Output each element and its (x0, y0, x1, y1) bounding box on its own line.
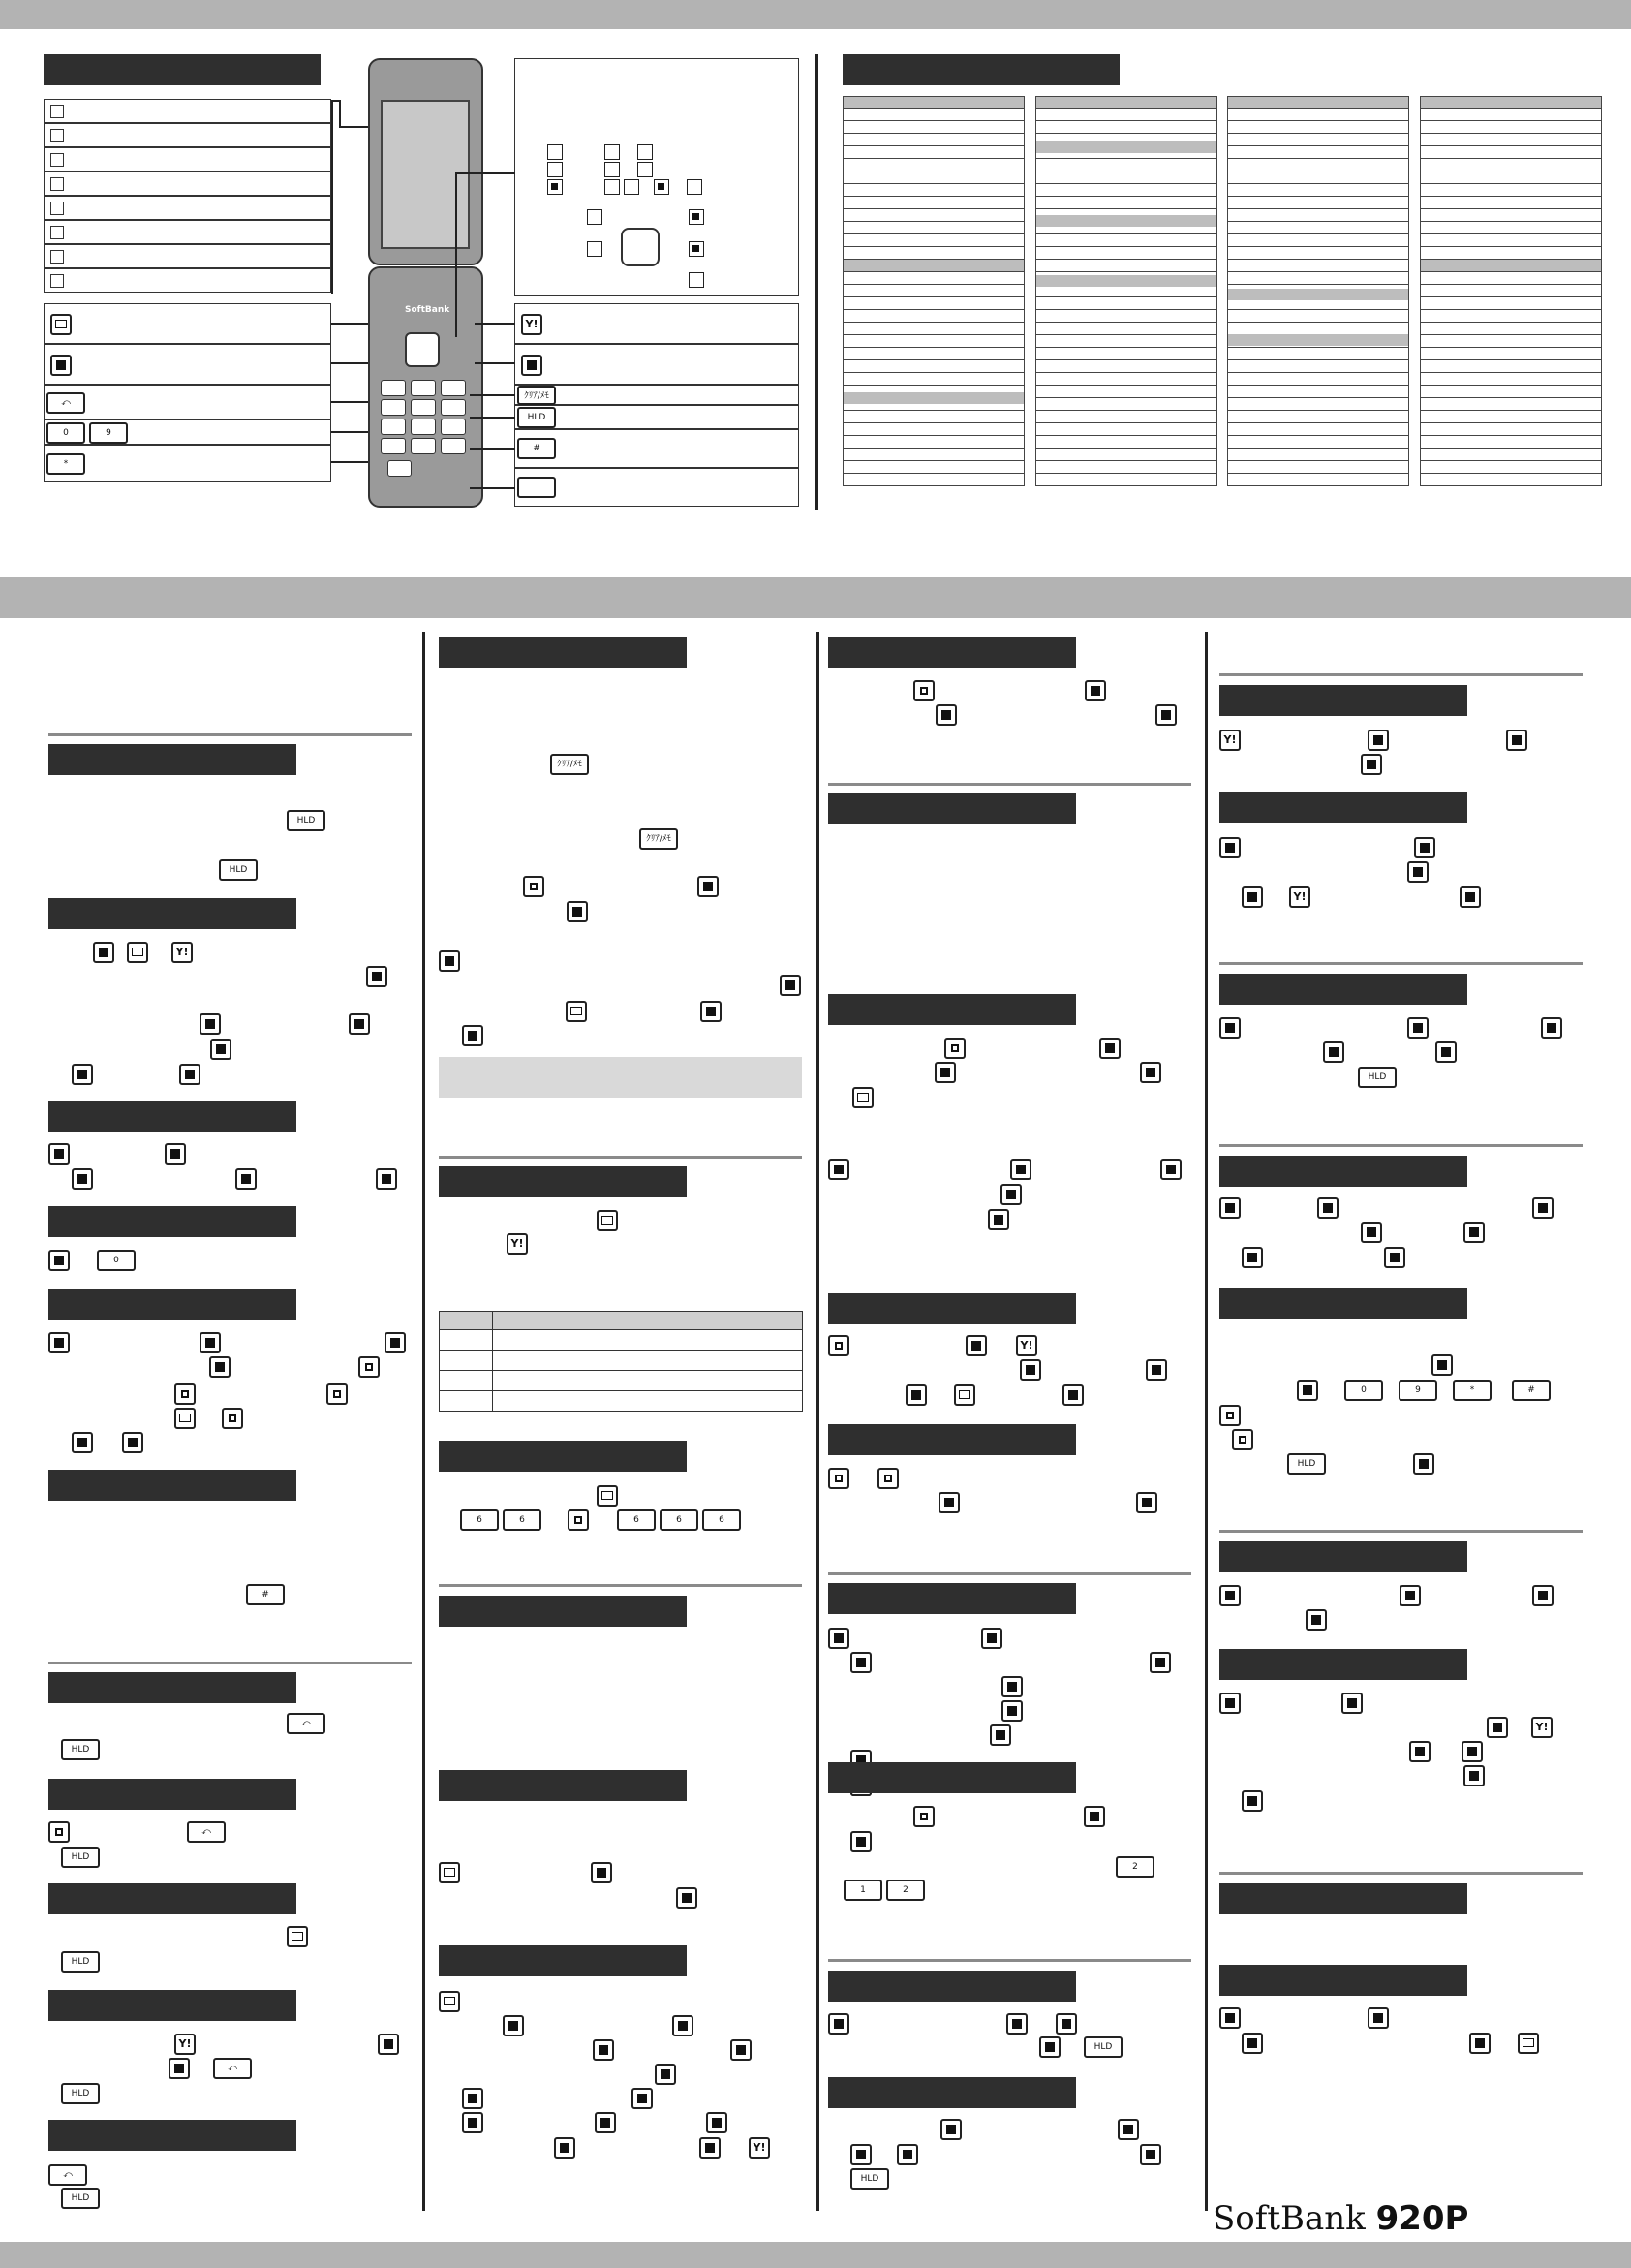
c4-header-8 (1219, 1883, 1467, 1914)
c1-header-3 (48, 1101, 296, 1132)
section-header-menu (843, 54, 1120, 85)
c1-header-2 (48, 898, 296, 929)
key-box-hash: # (514, 429, 799, 468)
c3-header-6 (828, 1583, 1076, 1614)
message-icon (50, 177, 64, 191)
clock-icon (50, 250, 64, 264)
c3-header-9 (828, 2077, 1076, 2108)
c4-header-7 (1219, 1649, 1467, 1680)
c4-header-3 (1219, 974, 1467, 1005)
key-box-side (514, 468, 799, 507)
mail-icon (50, 153, 64, 167)
c1-header-5 (48, 1289, 296, 1320)
c1-header-1 (48, 744, 296, 775)
brand-logo (1213, 2199, 1468, 2238)
c3-header-2 (828, 793, 1076, 824)
phone-logo: SoftBank (405, 305, 450, 315)
signal-icon (50, 105, 64, 118)
key-box-mail (44, 303, 331, 344)
c4-header-4 (1219, 1156, 1467, 1187)
alarm-icon (50, 274, 64, 288)
key-box-clear: ｸﾘｱ/ﾒﾓ (514, 385, 799, 405)
top-band (0, 0, 1631, 29)
c1-header-9 (48, 1883, 296, 1914)
c2-header-4 (439, 1596, 687, 1627)
c4-header-9 (1219, 1965, 1467, 1996)
c2-header-2 (439, 1166, 687, 1197)
nav-key-diagram (514, 58, 799, 296)
c3-header-5 (828, 1424, 1076, 1455)
c1-header-6 (48, 1470, 296, 1501)
key-box-camera (514, 344, 799, 385)
section-header-indicators (44, 54, 321, 85)
middle-band (0, 577, 1631, 618)
packet-icon (50, 129, 64, 142)
menu-column-4 (1420, 96, 1602, 486)
key-box-numeric: 0 9 (44, 419, 331, 445)
c1-header-7 (48, 1672, 296, 1703)
c4-header-5 (1219, 1288, 1467, 1319)
c3-header-3 (828, 994, 1076, 1025)
c2-header-5 (439, 1770, 687, 1801)
c2-header-1 (439, 637, 687, 668)
key-box-yahoo: Y! (514, 303, 799, 344)
c4-header-2 (1219, 792, 1467, 823)
c1-header-11 (48, 2120, 296, 2151)
c4-header-1 (1219, 685, 1467, 716)
top-divider (816, 54, 818, 510)
model-number: 920P (1375, 2199, 1469, 2238)
c3-header-1 (828, 637, 1076, 668)
key-box-star: * (44, 445, 331, 482)
c2-header-3 (439, 1441, 687, 1472)
menu-column-2 (1035, 96, 1217, 486)
c2-grey-note (439, 1057, 802, 1098)
c2-header-6 (439, 1945, 687, 1976)
manner-icon (50, 202, 64, 215)
menu-column-1 (843, 96, 1025, 486)
brand-name: SoftBank (1213, 2199, 1366, 2238)
c3-header-4 (828, 1293, 1076, 1324)
bottom-band (0, 2242, 1631, 2268)
key-box-tv (44, 344, 331, 385)
c1-header-4 (48, 1206, 296, 1237)
c2-small-table (439, 1311, 803, 1412)
c3-header-8 (828, 1971, 1076, 2002)
c1-header-8 (48, 1779, 296, 1810)
c1-header-10 (48, 1990, 296, 2021)
key-box-call: ⤺ (44, 385, 331, 419)
key-box-hold: HLD (514, 405, 799, 429)
c3-header-7 (828, 1762, 1076, 1793)
battery-icon (50, 226, 64, 239)
c4-header-6 (1219, 1541, 1467, 1572)
